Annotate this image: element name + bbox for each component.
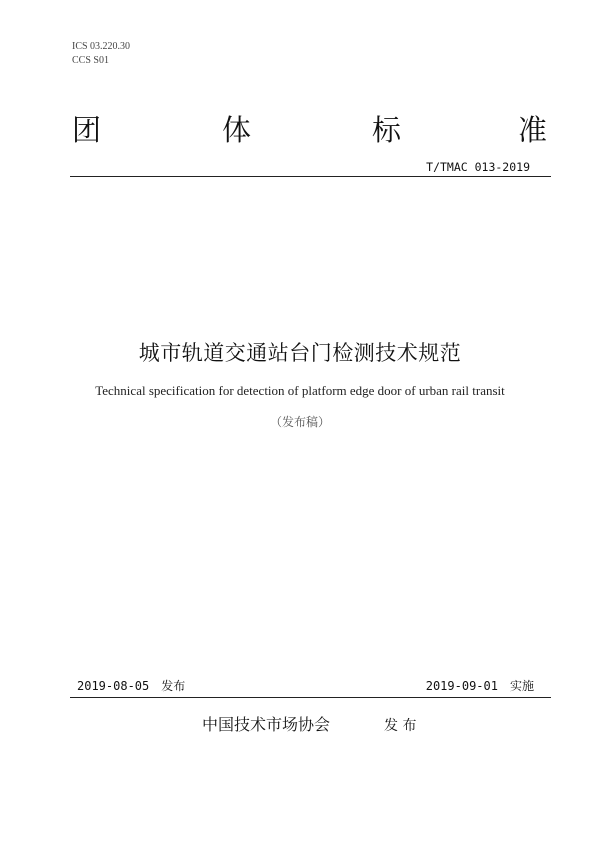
publisher-action: 发 布 [384,718,417,734]
publisher-name: 中国技术市场协会 [202,715,331,734]
header-divider [70,176,551,177]
implementation-date-label: 实施 [509,679,534,693]
ccs-code: CCS S01 [72,55,109,66]
implementation-date-block [426,678,534,694]
standard-type-char-3: 标 [372,113,402,147]
implementation-date: 2019-09-01 [425,679,498,693]
classification-codes [72,40,130,68]
document-title-zh: 城市轨道交通站台门检测技术规范 [138,341,462,365]
standard-type-char-2: 体 [222,113,252,147]
ics-code: ICS 03.220.30 [72,41,131,52]
standard-type-heading [72,110,554,150]
issue-date-label: 发布 [161,679,186,693]
standard-type-char-1: 团 [72,113,102,147]
document-title-en: Technical specification for detection of platform edge door of urban rail transit [95,383,505,398]
draft-status-note: （发布稿） [269,415,330,429]
issue-date-block [77,678,185,694]
footer-divider [70,697,551,698]
standard-type-char-4: 准 [518,113,548,147]
standard-code: T/TMAC 013-2019 [426,160,530,174]
issue-date: 2019-08-05 [77,679,150,693]
